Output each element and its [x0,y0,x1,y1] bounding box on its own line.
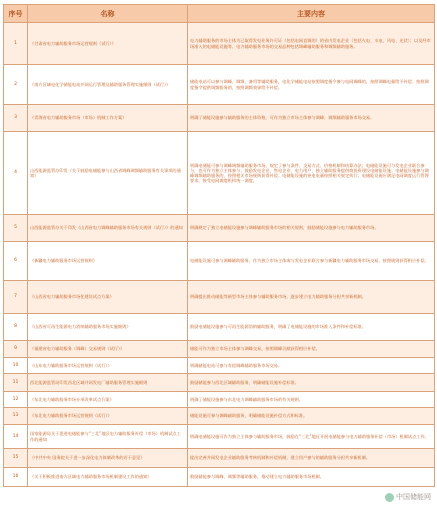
table-row [4,341,435,358]
row-content: 明确规定了独立电储能设施参与调峰辅助服务市场的相关规则，鼓励储能设施参与电力辅助服务市场。 [188,215,435,242]
row-name: 国家能源局关于促进电储能参与“三北”地区电力辅助服务补偿（市场）机制试点工作的通知 [28,425,188,449]
row-index: 14 [4,425,28,449]
row-content: 储能可作为独立市场主体参与调峰交易，按照调峰贡献获得相应补偿。 [188,341,435,358]
table-row [4,449,435,468]
wechat-icon [385,493,394,502]
row-name: 《青海省电力辅助服务市场（市场）机制工作方案》 [28,105,188,132]
table-row [4,105,435,132]
table-row [4,215,435,242]
row-content: 明确了储能设施参与东北电力调峰辅助服务市场的有关规则。 [188,392,435,408]
row-content: 明确提出推动储能等新型市场主体参与辅助服务市场，逐步建立电力辅助服务分担共享新机制。 [188,281,435,314]
table-row [4,281,435,314]
row-index: 12 [4,392,28,408]
row-content: 电储能设施可参与调峰辅助服务，作为独立市场主体或与发电企业联合参与新疆电力辅助服务市场交易，按照规则获得相应补偿。 [188,242,435,281]
watermark-text: 中国储能网 [396,493,431,501]
row-name: 《关于积极推进南方区域电力辅助服务市场机制建设工作的通知》 [28,468,188,487]
table-row [4,132,435,215]
row-content: 电力辅助服务的市场主体为已取得发电业务许可证（包括电网直调的）的省内发电企业（包括火电、水电、风电、光伏）；以及经市场准入的电储能设施等。电力辅助服务市场的交易品种包括调峰辅助服务和调频辅助服务。 [188,23,435,65]
watermark [385,492,431,502]
table-row [4,408,435,425]
table-row [4,374,435,392]
row-index: 5 [4,215,28,242]
table-row [4,65,435,105]
table-row [4,425,435,449]
row-index: 11 [4,374,28,392]
row-name: 西北能源监管局印发西北区域并网发电厂辅助服务管理实施细则 [28,374,188,392]
table-row [4,314,435,341]
row-name: 《南方区域电化学储能电站并网运行管理及辅助服务管理实施细则（试行）》 [28,65,188,105]
row-index: 2 [4,65,28,105]
header-content: 主要内容 [188,5,435,23]
row-index: 6 [4,242,28,281]
header-name: 名称 [28,5,188,23]
row-content: 鼓励储能参与调峰、调频等辅助服务，推动建立电力辅助服务市场机制。 [188,468,435,487]
row-name: 《东北电力辅助服务市场运营规则（试行）》 [28,408,188,425]
row-index: 13 [4,408,28,425]
row-name: 《新疆电力辅助服务市场运营规则》 [28,242,188,281]
row-index: 8 [4,314,28,341]
row-index: 16 [4,468,28,487]
policy-table [3,4,435,487]
row-content: 提出完善并网发电企业辅助服务考核机制和补偿机制，建立用户参与的辅助服务分担共享新机制。 [188,449,435,468]
table-row [4,468,435,487]
row-content: 明确电储能设施可作为独立主体参与辅助服务市场，鼓励在“三北”地区开展电储能参与电力辅助服务补偿（市场）机制试点工作。 [188,425,435,449]
row-name: 《东北电力辅助服务市场专项改革试点方案》 [28,392,188,408]
row-index: 15 [4,449,28,468]
header-index: 序号 [4,5,28,23]
table-header-row [4,5,435,23]
row-content: 明确了储能设施参与辅助服务的主体资格，可作为独立市场主体参与调峰、调频辅助服务市场交易。 [188,105,435,132]
row-index: 4 [4,132,28,215]
table-row [4,392,435,408]
row-index: 3 [4,105,28,132]
row-content: 鼓励储能参与西北区域辅助服务，明确储能设施补偿标准。 [188,374,435,392]
table-row [4,242,435,281]
table-row [4,23,435,65]
row-content: 鼓励电储能设施参与可再生能源消纳辅助服务，明确了电储能设施的市场准入条件和补偿标准。 [188,314,435,341]
table-row [4,358,435,374]
row-name: 《山西省电力辅助服务市场化建设试点方案》 [28,281,188,314]
row-content: 明确储能电站可参与有偿调峰辅助服务市场交易。 [188,358,435,374]
row-index: 1 [4,23,28,65]
row-content: 储能电站可以参与调峰、调频、备用等辅助服务，电化学储能电站按照调度指令参与电网调峰的，按照调峰电量给予补偿；按照调度指令提供调频服务的，按照调频效果给予补偿。 [188,65,435,105]
row-name: 《山东电力辅助服务市场运营规则（试行）》 [28,358,188,374]
row-content: 储能设施可参与调峰辅助服务，明确储能设施补偿方式和标准。 [188,408,435,425]
row-name: 《中共中央 国务院关于进一步深化电力体制改革的若干意见》 [28,449,188,468]
row-name: 《甘肃省电力辅助服务市场运营规则（试行）》 [28,23,188,65]
row-name: 《山西省可再生能源电力消纳辅助服务市场实施细则》 [28,314,188,341]
row-index: 9 [4,341,28,358]
row-name: 山西能源监管办关于印发《山西省电力调峰辅助服务市场有关规则（试行）》的通知 [28,215,188,242]
row-name: 《福建省电力辅助服务（调峰）交易规则（试行）》 [28,341,188,358]
row-index: 10 [4,358,28,374]
row-content: 明确电储能可参与调峰调频辅助服务市场，规定了参与条件、交易方式、价格机制和结算办法；电储能设施可与发电企业联合参与，也可作为独立主体参与；鼓励发电企业、售电企业、电力用户、独立辅助服务提供商投资建设电储能设施；电储能设施参与调峰调频辅助服务的，按照相关市场规则获得补偿；电储能设施的充电电量按照相关规定执行；电储能设施应满足电网调度运行管理要求，接受电网调度机构统一调度。 [188,132,435,215]
row-index: 7 [4,281,28,314]
row-name: 山西能源监管办印发《关于鼓励电储能参与山西省调峰调频辅助服务有关事项的通知》 [28,132,188,215]
